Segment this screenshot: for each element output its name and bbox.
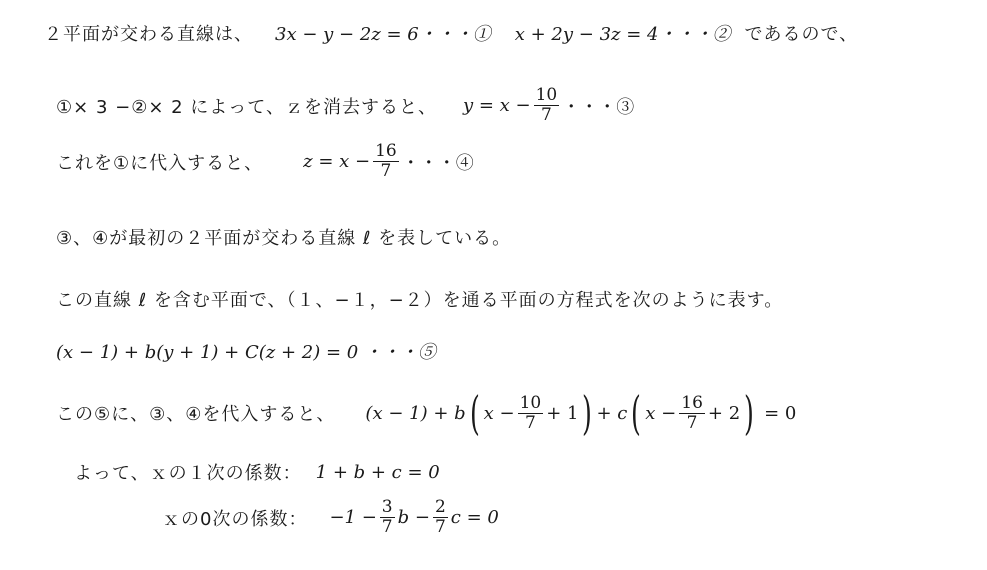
line-eliminate-z [56, 86, 634, 125]
fraction-denominator: 7 [380, 161, 392, 181]
fraction-16-7 [373, 142, 399, 181]
line-plane-family [56, 286, 783, 312]
substitute-into-5-text: この⑤に、③、④を代入すると、 [56, 404, 336, 425]
fraction-2-7 [433, 498, 448, 537]
line-intersection-equations [44, 20, 858, 46]
left-paren: ( [631, 386, 642, 440]
fraction-numerator: 10 [535, 85, 558, 105]
expr-inner-2a: x − [645, 402, 677, 424]
line-zero-order-coefficient [162, 498, 499, 537]
expr-inner-2b: + 2 [707, 402, 741, 424]
left-paren: ( [469, 386, 480, 440]
fraction-denominator: 7 [686, 412, 698, 433]
equation-1: 3x − y − 2z = 6・・・① [275, 24, 491, 45]
fraction-numerator: 2 [434, 497, 446, 517]
expr-inner-1b: + 1 [546, 402, 579, 424]
expr-part-2: + c [596, 402, 628, 424]
equation-4-lhs: z = x − [303, 151, 371, 172]
zero-order-pre: −1 − [329, 507, 377, 528]
fraction-numerator: 16 [681, 392, 703, 413]
substitute-text: これを①に代入すると、 [56, 152, 264, 174]
line-first-order-coefficient [74, 459, 440, 485]
fraction-numerator: 10 [519, 392, 542, 413]
line-equation-5 [56, 338, 436, 364]
fraction-denominator: 7 [541, 105, 552, 125]
zero-order-mid: b − [397, 507, 430, 528]
fraction-numerator: 3 [381, 497, 393, 517]
zero-order-post: c = 0 [450, 507, 499, 528]
plane-family-text: この直線 ℓ を含む平面で、（１、−１，−２）を通る平面の方程式を次のように表す。 [56, 290, 784, 311]
fraction-denominator: 7 [381, 517, 393, 537]
fraction-denominator: 7 [434, 517, 446, 537]
fraction-16-7-b [679, 394, 705, 433]
line-substitute [56, 142, 474, 181]
represents-text: ③、④が最初の２平面が交わる直線 ℓ を表している。 [56, 228, 512, 249]
zero-order-label: ｘの0次の係数： [162, 508, 308, 530]
equation-3-tag: ・・・③ [562, 96, 635, 118]
fraction-3-7 [380, 498, 395, 537]
intro-text: ２平面が交わる直線は、 [44, 24, 253, 45]
expr-part-1: (x − 1) + b [365, 402, 466, 424]
expr-equals-zero: = 0 [764, 402, 797, 424]
eliminate-text: ①× 3 −②× 2 によって、ｚを消去すると、 [56, 96, 437, 118]
intro-tail: であるので、 [744, 24, 859, 45]
first-order-equation: 1 + b + c = 0 [315, 461, 440, 483]
line-represents [56, 224, 511, 250]
right-paren: ) [582, 386, 593, 440]
fraction-denominator: 7 [524, 412, 536, 433]
fraction-numerator: 16 [375, 141, 397, 161]
equation-4-tag: ・・・④ [401, 152, 474, 174]
right-paren: ) [744, 386, 755, 440]
expr-inner-1a: x − [483, 402, 515, 424]
fraction-10-7 [534, 86, 560, 125]
equation-2: x + 2y − 3z = 4・・・② [514, 24, 731, 45]
equation-5: (x − 1) + b(y + 1) + C(z + 2) = 0 ・・・⑤ [56, 342, 436, 363]
fraction-10-7-b [518, 394, 544, 433]
first-order-label: よって、ｘの１次の係数： [74, 463, 302, 484]
equation-3-lhs: y = x − [462, 95, 531, 116]
line-substitute-into-5 [56, 386, 796, 440]
